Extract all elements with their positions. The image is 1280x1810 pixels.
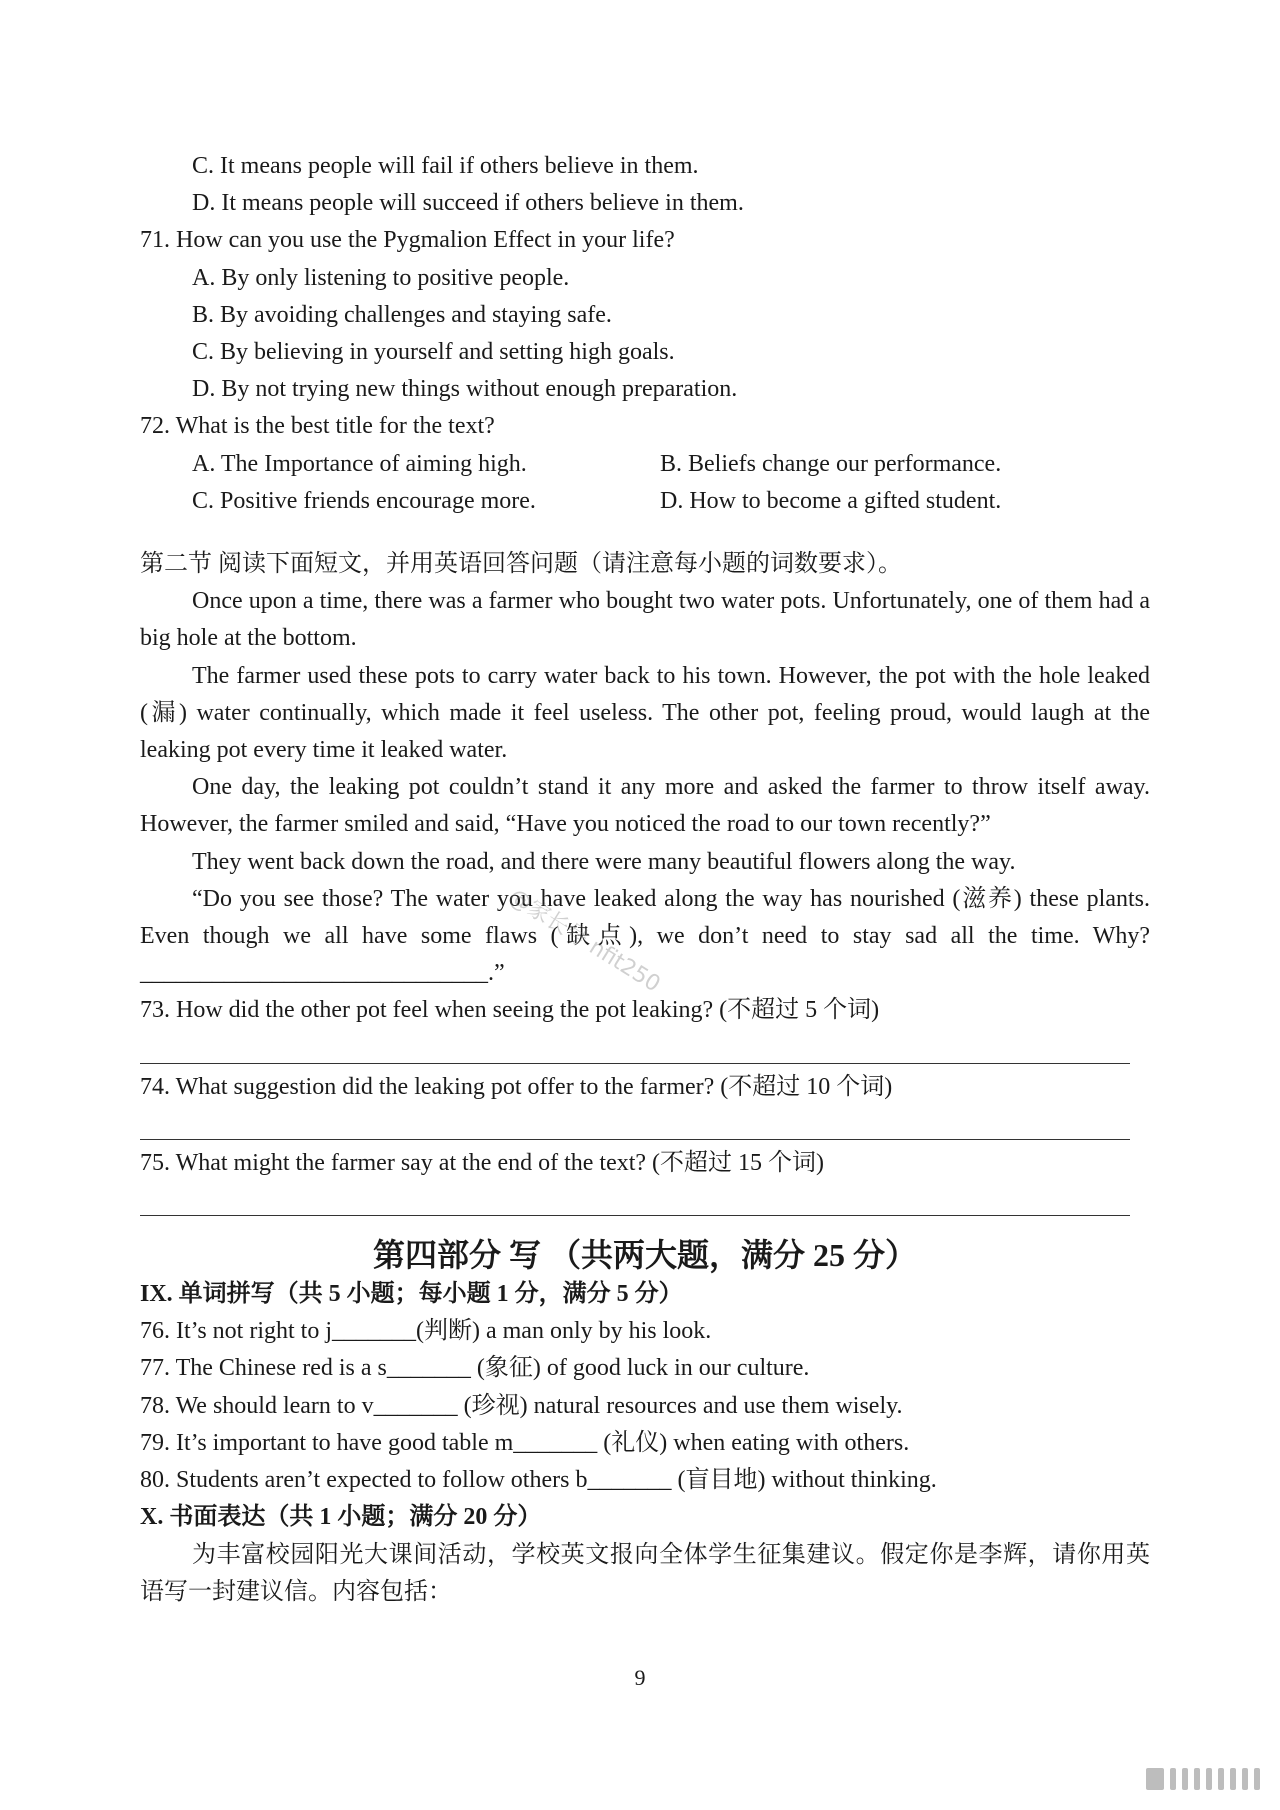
part4-title: 第四部分 写 （共两大题，满分 25 分） <box>372 1237 917 1274</box>
q72-option-d: D. How to become a gifted student. <box>660 487 1002 514</box>
q74-answer-line[interactable] <box>140 1106 1130 1140</box>
q71-option-b: B. By avoiding challenges and staying safe. <box>192 301 612 328</box>
ix-heading: IX. 单词拼写（共 5 小题；每小题 1 分，满分 5 分） <box>140 1281 683 1308</box>
q71-option-c: C. By believing in yourself and setting high goals. <box>192 339 675 366</box>
q74-stem: 74. What suggestion did the leaking pot offer to the farmer? (不超过 10 个词) <box>140 1073 893 1100</box>
q77: 77. The Chinese red is a s_______ (象征) of good luck in our culture. <box>140 1355 810 1382</box>
passage-paragraph-1: Once upon a time, there was a farmer who bought two water pots. Unfortunately, one of them had a big hole at the bottom. <box>140 588 1150 652</box>
q72-stem: 72. What is the best title for the text? <box>140 413 495 440</box>
q72-options-row2 <box>140 483 1150 520</box>
q72-options-row1 <box>140 446 1150 483</box>
passage-paragraph-4: They went back down the road, and there were many beautiful flowers along the way. <box>192 848 1016 875</box>
q72-option-a: A. The Importance of aiming high. <box>192 450 527 477</box>
passage-paragraph-5: “Do you see those? The water you have leaked along the way has nourished (滋养) these plants. Even though we all have some flaws (缺点), we don’t need to stay sad all the time. Why?_____________________________.” <box>140 885 1150 987</box>
x-heading: X. 书面表达（共 1 小题；满分 20 分） <box>140 1504 542 1531</box>
q71-option-a: A. By only listening to positive people. <box>192 264 570 291</box>
q71-option-d: D. By not trying new things without enough preparation. <box>192 376 738 403</box>
exam-page <box>140 148 1150 1611</box>
page-number: 9 <box>634 1665 646 1690</box>
scroll-indicator-icon <box>1146 1768 1260 1790</box>
q73-answer-line[interactable] <box>140 1030 1130 1064</box>
q73-stem: 73. How did the other pot feel when seeing the pot leaking? (不超过 5 个词) <box>140 997 880 1024</box>
q71-stem: 71. How can you use the Pygmalion Effect in your life? <box>140 227 675 254</box>
q70-option-c: C. It means people will fail if others believe in them. <box>192 153 699 179</box>
q78: 78. We should learn to v_______ (珍视) natural resources and use them wisely. <box>140 1392 903 1419</box>
passage-paragraph-3: One day, the leaking pot couldn’t stand it any more and asked the farmer to throw itself away. However, the farmer smiled and said, “Have you noticed the road to our town recently?” <box>140 774 1150 838</box>
section2-heading: 第二节 阅读下面短文，并用英语回答问题（请注意每小题的词数要求）。 <box>140 551 902 578</box>
q70-option-d: D. It means people will succeed if others believe in them. <box>192 190 744 217</box>
q76: 76. It’s not right to j_______(判断) a man only by his look. <box>140 1318 712 1345</box>
q75-answer-line[interactable] <box>140 1182 1130 1216</box>
q75-stem: 75. What might the farmer say at the end of the text? (不超过 15 个词) <box>140 1149 825 1176</box>
x-instruction: 为丰富校园阳光大课间活动，学校英文报向全体学生征集建议。假定你是李辉，请你用英语写一封建议信。内容包括： <box>140 1541 1150 1605</box>
q80: 80. Students aren’t expected to follow others b_______ (盲目地) without thinking. <box>140 1467 937 1494</box>
q72-option-c: C. Positive friends encourage more. <box>192 487 536 514</box>
watermark: @家长号 nfit250 <box>504 884 665 998</box>
passage-paragraph-2: The farmer used these pots to carry water back to his town. However, the pot with the hole leaked (漏) water continually, which made it feel useless. The other pot, feeling proud, would laugh at the leaking pot every time it leaked water. <box>140 662 1150 764</box>
q79: 79. It’s important to have good table m_______ (礼仪) when eating with others. <box>140 1429 910 1456</box>
q72-option-b: B. Beliefs change our performance. <box>660 450 1002 477</box>
